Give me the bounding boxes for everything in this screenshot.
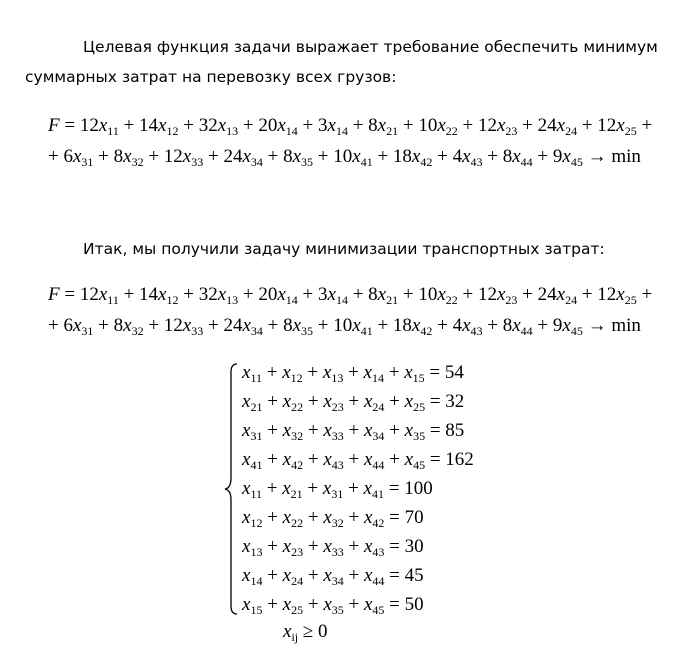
math-variable: $x_{12}$	[242, 507, 263, 530]
math-variable: $x_{33}$	[323, 420, 344, 443]
math-variable: $x_{43}$	[462, 315, 483, 338]
math-variable: $x_{ij}$	[283, 621, 299, 644]
math-variable: $x_{45}$	[404, 449, 426, 472]
objective-term: + $8x_{21}$	[347, 284, 399, 307]
math-variable: $x_{15}$	[404, 362, 425, 385]
constraint-rhs: 54	[444, 362, 464, 383]
math-variable: $x_{42}$	[411, 315, 433, 338]
objective-term: + $10x_{41}$	[313, 315, 373, 338]
math-variable: $x_{45}$	[562, 315, 583, 338]
math-variable: $x_{32}$	[323, 507, 344, 530]
objective-function-2	[48, 279, 673, 341]
objective-term: + $6x_{31}$	[48, 146, 94, 169]
constraint-row: $x_{41} + x_{42} + x_{43} + x_{44} + x_{45} = 162$	[242, 449, 474, 472]
intro-paragraph	[25, 32, 665, 92]
math-variable: $x_{35}$	[292, 146, 314, 169]
math-variable: $x_{13}$	[242, 536, 263, 559]
math-variable: $x_{25}$	[404, 391, 426, 414]
constraint-rhs: 162	[445, 449, 474, 470]
constraint-row: $x_{11} + x_{12} + x_{13} + x_{14} + x_{15} = 54$	[242, 362, 464, 385]
math-variable: $x_{35}$	[292, 315, 314, 338]
constraint-rhs: 45	[404, 565, 424, 586]
objective-line-1: $F = 12x_{11} + 14x_{12} + 32x_{13} + 20x_{14} + 3x_{14} + 8x_{21} + 10x_{22} + 12x_{23} + 24x_{24} + 12x_{25}$ +	[48, 284, 653, 307]
objective-term: + $8x_{21}$	[347, 115, 399, 138]
math-variable: $x_{21}$	[242, 391, 263, 414]
objective-term: + $8x_{32}$	[93, 315, 144, 338]
math-variable: $x_{22}$	[282, 507, 304, 530]
constraint-row: $x_{13} + x_{23} + x_{33} + x_{43} = 30$	[242, 536, 424, 559]
constraint-row: $x_{12} + x_{22} + x_{32} + x_{42} = 70$	[242, 507, 424, 530]
math-variable: $x_{21}$	[282, 478, 303, 501]
intro-line-2: суммарных затрат на перевозку всех грузов:	[25, 68, 397, 86]
math-variable: $x_{33}$	[323, 536, 344, 559]
math-variable: $x_{33}$	[182, 315, 204, 338]
objective-tail: → min	[582, 315, 641, 336]
math-variable: $x_{41}$	[352, 146, 373, 169]
math-variable: $x_{32}$	[123, 315, 144, 338]
math-variable: $x_{41}$	[352, 315, 373, 338]
objective-function-1	[48, 110, 673, 172]
objective-term: + $8x_{35}$	[262, 146, 314, 169]
objective-term: + $18x_{42}$	[372, 315, 433, 338]
constraint-row: $x_{15} + x_{25} + x_{35} + x_{45} = 50$	[242, 594, 424, 617]
math-variable: $x_{31}$	[72, 315, 94, 338]
constraint-row: $x_{14} + x_{24} + x_{34} + x_{44} = 45$	[242, 565, 424, 588]
objective-term: + $32x_{13}$	[178, 284, 239, 307]
objective-line-1: $F = 12x_{11} + 14x_{12} + 32x_{13} + 20x_{14} + 3x_{14} + 8x_{21} + 10x_{22} + 12x_{23} + 24x_{24} + 12x_{25}$ +	[48, 115, 653, 138]
summary-paragraph	[25, 234, 665, 264]
math-variable: $x_{25}$	[616, 284, 637, 307]
objective-term: + $8x_{44}$	[482, 315, 533, 338]
math-variable: $x_{23}$	[282, 536, 304, 559]
objective-term: + $12x_{23}$	[457, 115, 518, 138]
math-variable: $x_{24}$	[282, 565, 304, 588]
objective-term: + $20x_{14}$	[238, 284, 298, 307]
math-variable: $x_{32}$	[123, 146, 144, 169]
constraint-row: $x_{31} + x_{32} + x_{33} + x_{34} + x_{35} = 85$	[242, 420, 465, 443]
math-variable: $x_{13}$	[217, 115, 239, 138]
nonnegativity-constraint: $x_{ij} \ge 0$	[283, 621, 328, 644]
math-variable: $x_{21}$	[377, 115, 399, 138]
math-variable: $x_{12}$	[282, 362, 303, 385]
intro-line-1: Целевая функция задачи выражает требование обеспечить минимум	[83, 38, 658, 56]
objective-term: + $20x_{14}$	[238, 115, 298, 138]
math-variable: $x_{14}$	[363, 362, 384, 385]
math-variable: $x_{22}$	[437, 284, 458, 307]
math-variable: $x_{23}$	[496, 115, 518, 138]
objective-line-2	[48, 141, 673, 172]
constraint-rhs: 50	[404, 594, 424, 615]
constraint-row: $x_{21} + x_{22} + x_{23} + x_{24} + x_{25} = 32$	[242, 391, 465, 414]
objective-term: + $12x_{25}$	[577, 284, 637, 307]
constraint-rhs: 100	[404, 478, 433, 499]
math-variable: $x_{43}$	[363, 536, 385, 559]
objective-term: + $10x_{22}$	[398, 284, 458, 307]
math-variable: $x_{34}$	[242, 146, 263, 169]
constraint-system	[222, 358, 522, 620]
math-variable: $x_{44}$	[363, 565, 385, 588]
math-variable: $x_{34}$	[242, 315, 263, 338]
objective-term: + $12x_{33}$	[143, 146, 204, 169]
math-variable: $x_{13}$	[322, 362, 344, 385]
objective-term: + $18x_{42}$	[372, 146, 433, 169]
objective-term: + $4x_{43}$	[432, 315, 483, 338]
objective-term: + $24x_{34}$	[203, 146, 263, 169]
math-variable: $x_{34}$	[363, 420, 385, 443]
objective-term: + $3x_{14}$	[297, 284, 348, 307]
objective-term: + $8x_{32}$	[93, 146, 144, 169]
math-variable: $x_{12}$	[158, 284, 179, 307]
math-variable: $x_{23}$	[496, 284, 518, 307]
math-variable: $x_{14}$	[242, 565, 263, 588]
math-variable: $x_{31}$	[242, 420, 263, 443]
math-variable: $x_{13}$	[217, 284, 239, 307]
objective-term: + $10x_{22}$	[398, 115, 458, 138]
constraint-list	[242, 358, 474, 619]
math-variable: $x_{44}$	[512, 146, 533, 169]
math-variable: $x_{14}$	[277, 115, 298, 138]
math-variable: $x_{35}$	[323, 594, 344, 617]
constraint-rhs: 70	[404, 507, 424, 528]
math-variable: $x_{23}$	[323, 391, 344, 414]
math-variable: $x_{41}$	[363, 478, 384, 501]
objective-term: + $9x_{45}$	[532, 146, 583, 169]
objective-line-2	[48, 310, 673, 341]
objective-term: $12x_{11}$	[79, 284, 119, 307]
objective-term: + $4x_{43}$	[432, 146, 483, 169]
math-variable: $x_{24}$	[556, 115, 578, 138]
objective-term: + $3x_{14}$	[297, 115, 348, 138]
left-brace-icon	[222, 358, 240, 620]
function-name: F	[48, 284, 60, 305]
math-variable: $x_{31}$	[322, 478, 344, 501]
objective-term: + $8x_{44}$	[482, 146, 533, 169]
objective-term: + $24x_{24}$	[517, 115, 578, 138]
objective-term: + $14x_{12}$	[118, 115, 179, 138]
math-variable: $x_{33}$	[182, 146, 204, 169]
math-variable: $x_{25}$	[282, 594, 304, 617]
math-variable: $x_{14}$	[277, 284, 298, 307]
objective-term: + $8x_{35}$	[262, 315, 314, 338]
objective-term: + $24x_{34}$	[203, 315, 263, 338]
objective-term: + $24x_{24}$	[517, 284, 578, 307]
function-name: F	[48, 115, 60, 136]
objective-term: + $10x_{41}$	[313, 146, 373, 169]
math-variable: $x_{44}$	[512, 315, 533, 338]
constraint-row: $x_{11} + x_{21} + x_{31} + x_{41} = 100$	[242, 478, 433, 501]
math-variable: $x_{14}$	[327, 284, 348, 307]
objective-term: + $12x_{23}$	[457, 284, 518, 307]
constraint-rhs: 32	[445, 391, 465, 412]
math-variable: $x_{43}$	[462, 146, 483, 169]
objective-term: + $32x_{13}$	[178, 115, 239, 138]
math-variable: $x_{25}$	[616, 115, 637, 138]
math-variable: $x_{12}$	[158, 115, 179, 138]
math-variable: $x_{11}$	[242, 478, 262, 501]
math-variable: $x_{24}$	[556, 284, 578, 307]
math-variable: $x_{15}$	[242, 594, 263, 617]
math-variable: $x_{22}$	[437, 115, 458, 138]
constraint-rhs: 30	[404, 536, 424, 557]
math-variable: $x_{11}$	[242, 362, 262, 385]
math-variable: $x_{35}$	[404, 420, 426, 443]
summary-line-1: Итак, мы получили задачу минимизации транспортных затрат:	[83, 240, 605, 258]
math-variable: $x_{11}$	[98, 115, 119, 138]
objective-term: $12x_{11}$	[79, 115, 119, 138]
math-variable: $x_{45}$	[363, 594, 385, 617]
math-variable: $x_{24}$	[363, 391, 385, 414]
math-variable: $x_{14}$	[327, 115, 348, 138]
objective-tail: → min	[582, 146, 641, 167]
math-variable: $x_{45}$	[562, 146, 583, 169]
math-variable: $x_{11}$	[98, 284, 119, 307]
objective-term: + $9x_{45}$	[532, 315, 583, 338]
math-variable: $x_{42}$	[411, 146, 433, 169]
constraint-rhs: 85	[445, 420, 465, 441]
math-variable: $x_{22}$	[282, 391, 304, 414]
math-variable: $x_{41}$	[242, 449, 263, 472]
objective-term: + $12x_{25}$	[577, 115, 637, 138]
math-variable: $x_{21}$	[377, 284, 399, 307]
math-variable: $x_{34}$	[323, 565, 344, 588]
math-variable: $x_{42}$	[363, 507, 385, 530]
math-variable: $x_{32}$	[282, 420, 304, 443]
objective-term: + $6x_{31}$	[48, 315, 94, 338]
objective-term: + $14x_{12}$	[118, 284, 179, 307]
math-variable: $x_{31}$	[72, 146, 94, 169]
math-variable: $x_{43}$	[323, 449, 344, 472]
math-variable: $x_{44}$	[363, 449, 385, 472]
math-variable: $x_{42}$	[282, 449, 304, 472]
objective-term: + $12x_{33}$	[143, 315, 204, 338]
